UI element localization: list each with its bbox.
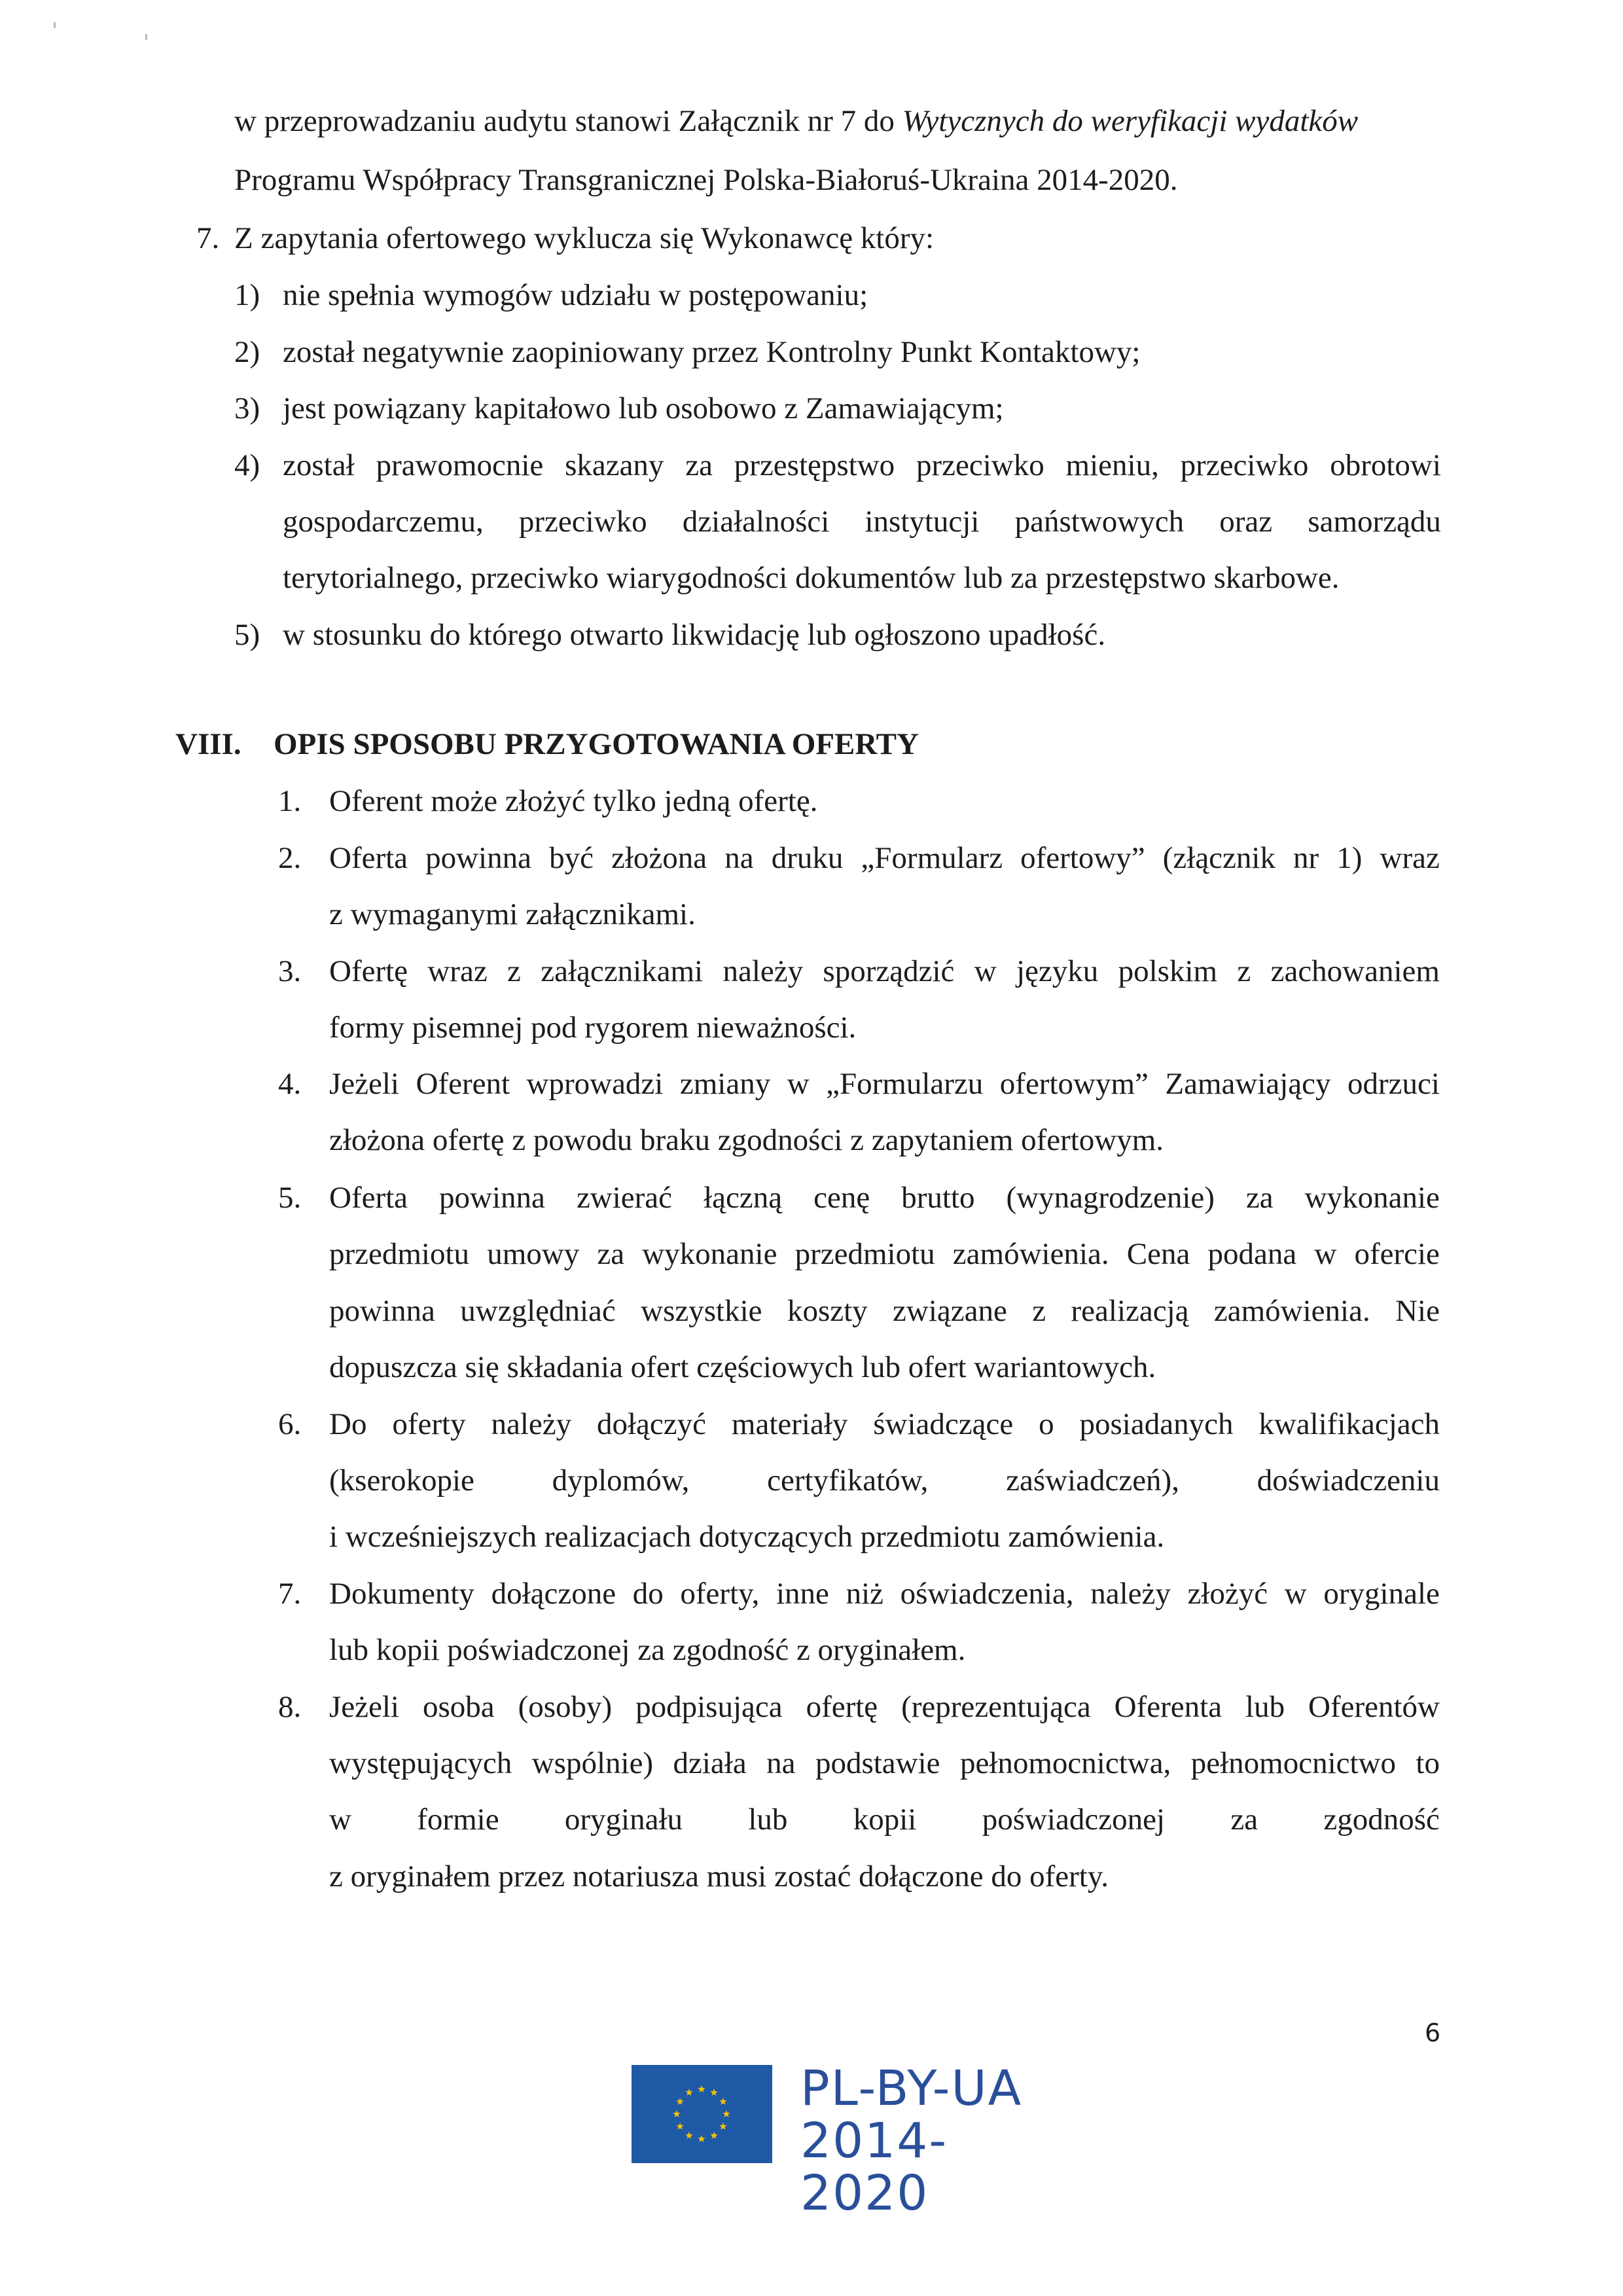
offer-item-text: Oferta powinna być złożona na druku „Formularz ofertowy” (złącznik nr 1) wraz xyxy=(329,841,1440,875)
program-logo xyxy=(632,2060,1063,2221)
offer-item-text: przedmiotu umowy za wykonanie przedmiotu zamówienia. Cena podana w ofercie xyxy=(329,1237,1440,1271)
intro-italic-title: Wytycznych do weryfikacji wydatków xyxy=(902,104,1359,138)
offer-item-text: w formie oryginału lub kopii poświadczonej za zgodność xyxy=(329,1803,1440,1837)
offer-item-number: 7. xyxy=(278,1577,302,1611)
offer-item-number: 6. xyxy=(278,1407,302,1441)
scan-mark xyxy=(54,22,56,28)
offer-item-text: powinna uwzględniać wszystkie koszty związane z realizacją zamówienia. Nie xyxy=(329,1294,1440,1328)
section-title: OPIS SPOSOBU PRZYGOTOWANIA OFERTY xyxy=(274,727,919,761)
offer-item-text: (kserokopie dyplomów, certyfikatów, zaświadczeń), doświadczeniu xyxy=(329,1463,1440,1498)
logo-years: 2014-2020 xyxy=(800,2113,948,2221)
offer-item-text: Dokumenty dołączone do oferty, inne niż oświadczenia, należy złożyć w oryginale xyxy=(329,1577,1440,1611)
point-7-number: 7. xyxy=(196,221,220,255)
exclusion-item-number: 3) xyxy=(234,391,260,425)
offer-item-text: Do oferty należy dołączyć materiały świadczące o posiadanych kwalifikacjach xyxy=(329,1407,1440,1441)
offer-item-text: formy pisemnej pod rygorem nieważności. xyxy=(329,1011,857,1045)
offer-item-number: 1. xyxy=(278,784,302,818)
offer-item-text: Jeżeli Oferent wprowadzi zmiany w „Formularzu ofertowym” Zamawiający odrzuci xyxy=(329,1067,1440,1101)
offer-item-text: dopuszcza się składania ofert częściowych lub ofert wariantowych. xyxy=(329,1350,1156,1384)
point-7-text: Z zapytania ofertowego wyklucza się Wykonawcę który: xyxy=(234,221,935,255)
offer-item-number: 3. xyxy=(278,954,302,988)
exclusion-item-number: 4) xyxy=(234,448,260,482)
section-number: VIII. xyxy=(175,727,241,761)
offer-item-text: i wcześniejszych realizacjach dotyczących przedmiotu zamówienia. xyxy=(329,1520,1165,1554)
offer-item-text: Ofertę wraz z załącznikami należy sporządzić w języku polskim z zachowaniem xyxy=(329,954,1440,988)
offer-item-text: Oferta powinna zwierać łączną cenę brutto (wynagrodzenie) za wykonanie xyxy=(329,1181,1440,1215)
offer-item-text: lub kopii poświadczonej za zgodność z oryginałem. xyxy=(329,1633,966,1667)
offer-item-text: złożona ofertę z powodu braku zgodności z zapytaniem ofertowym. xyxy=(329,1123,1164,1157)
exclusion-item-number: 5) xyxy=(234,618,260,652)
offer-item-text: z oryginałem przez notariusza musi zostać dołączone do oferty. xyxy=(329,1859,1109,1893)
exclusion-item-text: terytorialnego, przeciwko wiarygodności dokumentów lub za przestępstwo skarbowe. xyxy=(283,561,1340,595)
offer-item-text: występujących wspólnie) działa na podstawie pełnomocnictwa, pełnomocnictwo to xyxy=(329,1746,1440,1780)
eu-flag-icon xyxy=(632,2065,772,2163)
exclusion-item-text: został negatywnie zaopiniowany przez Kontrolny Punkt Kontaktowy; xyxy=(283,335,1141,369)
offer-item-number: 2. xyxy=(278,841,302,875)
logo-title: PL-BY-UA xyxy=(800,2060,1023,2117)
exclusion-item-number: 1) xyxy=(234,278,260,312)
offer-item-number: 5. xyxy=(278,1181,302,1215)
offer-item-number: 4. xyxy=(278,1067,302,1101)
offer-item-text: Oferent może złożyć tylko jedną ofertę. xyxy=(329,784,818,818)
exclusion-item-text: został prawomocnie skazany za przestępstwo przeciwko mieniu, przeciwko obrotowi xyxy=(283,448,1441,482)
exclusion-item-text: jest powiązany kapitałowo lub osobowo z Zamawiającym; xyxy=(283,391,1004,425)
intro-line-2: Programu Współpracy Transgranicznej Polska-Białoruś-Ukraina 2014-2020. xyxy=(234,163,1178,197)
page-number: 6 xyxy=(1425,2018,1441,2047)
exclusion-item-text: w stosunku do którego otwarto likwidację lub ogłoszono upadłość. xyxy=(283,618,1106,652)
exclusion-item-number: 2) xyxy=(234,335,260,369)
scan-mark xyxy=(145,34,147,40)
exclusion-item-text: nie spełnia wymogów udziału w postępowaniu; xyxy=(283,278,868,312)
offer-item-text: Jeżeli osoba (osoby) podpisująca ofertę (reprezentująca Oferenta lub Oferentów xyxy=(329,1690,1440,1724)
exclusion-item-text: gospodarczemu, przeciwko działalności instytucji państwowych oraz samorządu xyxy=(283,505,1441,539)
offer-item-number: 8. xyxy=(278,1690,302,1724)
offer-item-text: z wymaganymi załącznikami. xyxy=(329,897,696,931)
intro-line-1: w przeprowadzaniu audytu stanowi Załącznik nr 7 do Wytycznych do weryfikacji wydatków xyxy=(234,104,1359,138)
